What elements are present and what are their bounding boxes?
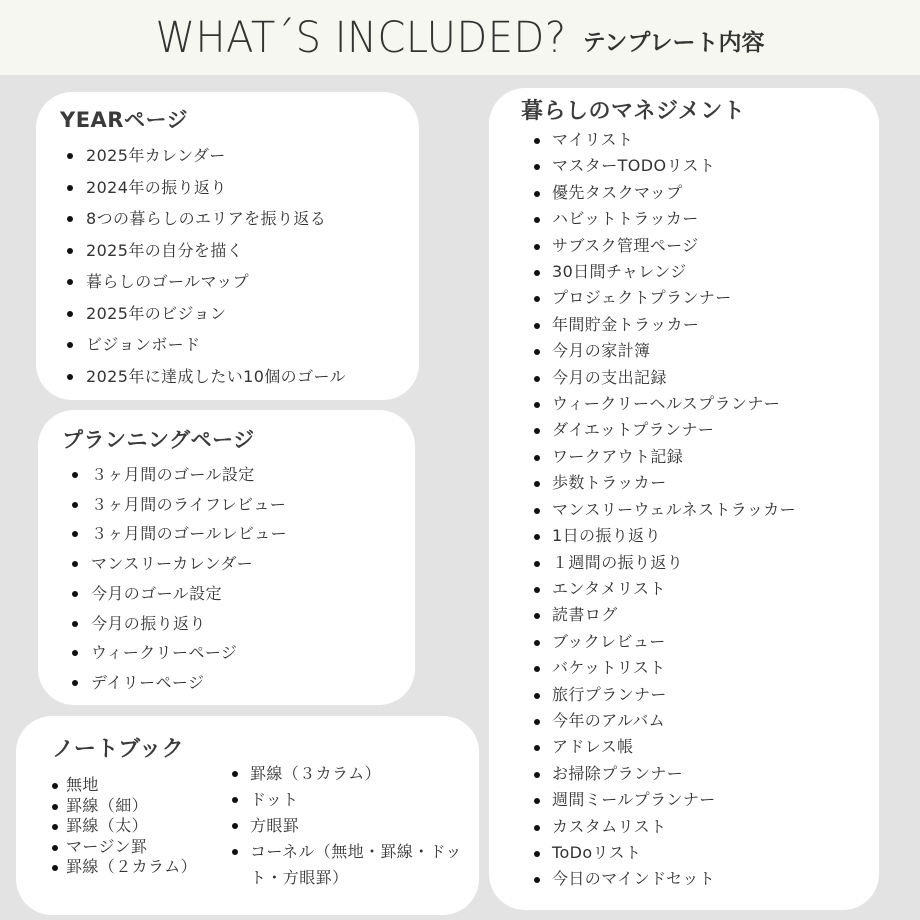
list-item: アドレス帳 [521, 734, 879, 760]
list-item: 罫線（細） [52, 796, 197, 817]
list-item: 暮らしのゴールマップ [60, 266, 419, 298]
list-item: 週間ミールプランナー [521, 787, 879, 813]
list-item: 今日のマインドセット [521, 866, 879, 892]
list-item: 優先タスクマップ [521, 180, 879, 206]
title-english: WHAT´S INCLUDED? [155, 13, 567, 62]
list-item: マイリスト [521, 127, 879, 153]
list-item: 旅行プランナー [521, 682, 879, 708]
list-item: ３ヶ月間のゴール設定 [62, 460, 415, 490]
list-item: 8つの暮らしのエリアを振り返る [60, 203, 419, 235]
list-item: マスターTODOリスト [521, 153, 879, 179]
list-item: ウィークリーページ [62, 638, 415, 668]
list-item: ダイエットプランナー [521, 417, 879, 443]
list-item: 罫線（２カラム） [52, 857, 197, 878]
planning-pages-title: プランニングページ [62, 428, 255, 452]
list-item: 2025年カレンダー [60, 140, 419, 172]
list-item: デイリーページ [62, 668, 415, 698]
list-item: １週間の振り返り [521, 550, 879, 576]
list-item: ToDoリスト [521, 840, 879, 866]
life-management-list [521, 127, 879, 893]
list-item: 今年のアルバム [521, 708, 879, 734]
list-item: マンスリーウェルネストラッカー [521, 497, 879, 523]
title-japanese: テンプレート内容 [582, 30, 765, 56]
list-item: 今月の家計簿 [521, 338, 879, 364]
list-item: 方眼罫 [232, 813, 470, 839]
list-item: 年間貯金トラッカー [521, 312, 879, 338]
list-item: ウィークリーヘルスプランナー [521, 391, 879, 417]
list-item: 今月の振り返り [62, 609, 415, 639]
list-item: 罫線（３カラム） [232, 761, 470, 787]
list-item: 読書ログ [521, 602, 879, 628]
list-item: ３ヶ月間のゴールレビュー [62, 519, 415, 549]
list-item: サブスク管理ページ [521, 233, 879, 259]
list-item: マージン罫 [52, 837, 197, 858]
list-item: ワークアウト記録 [521, 444, 879, 470]
notebook-list-right [232, 761, 470, 891]
list-item: マンスリーカレンダー [62, 549, 415, 579]
list-item: 2025年の自分を描く [60, 235, 419, 267]
list-item: カスタムリスト [521, 814, 879, 840]
list-item: 今月の支出記録 [521, 365, 879, 391]
year-pages-list [60, 140, 419, 392]
year-pages-title: YEARページ [60, 108, 189, 132]
list-item: 1日の振り返り [521, 523, 879, 549]
list-item: ドット [232, 787, 470, 813]
life-management-title: 暮らしのマネジメント [521, 99, 746, 124]
list-item: 30日間チャレンジ [521, 259, 879, 285]
list-item: プロジェクトプランナー [521, 285, 879, 311]
notebook-card [16, 716, 479, 915]
planning-pages-list [62, 460, 415, 698]
list-item: 2025年のビジョン [60, 298, 419, 330]
list-item: コーネル（無地・罫線・ドット・方眼罫） [232, 839, 470, 891]
list-item: ビジョンボード [60, 329, 419, 361]
list-item: ブックレビュー [521, 629, 879, 655]
notebook-title: ノートブック [52, 737, 185, 762]
list-item: バケットリスト [521, 655, 879, 681]
list-item: 2024年の振り返り [60, 172, 419, 204]
list-item: ３ヶ月間のライフレビュー [62, 490, 415, 520]
list-item: 歩数トラッカー [521, 470, 879, 496]
header-banner [0, 0, 920, 75]
list-item: 今月のゴール設定 [62, 579, 415, 609]
list-item: 2025年に達成したい10個のゴール [60, 361, 419, 393]
list-item: 罫線（太） [52, 816, 197, 837]
life-management-card [489, 88, 879, 910]
year-pages-card [36, 92, 419, 400]
notebook-list-left [52, 775, 197, 878]
list-item: ハビットトラッカー [521, 206, 879, 232]
planning-pages-card [38, 410, 415, 705]
list-item: 無地 [52, 775, 197, 796]
list-item: お掃除プランナー [521, 761, 879, 787]
list-item: エンタメリスト [521, 576, 879, 602]
